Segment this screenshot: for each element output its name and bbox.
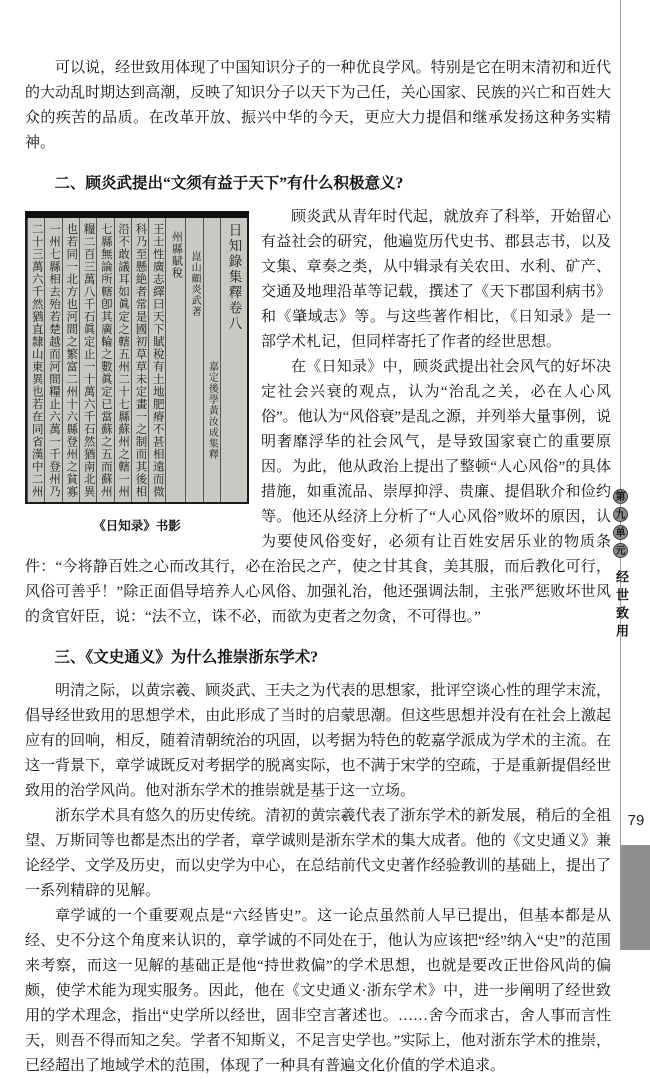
book-column: 也若同一北方也河間之繁富二州十六縣登州之貧寡 — [62, 211, 79, 502]
figure-caption: 《日知录》书影 — [93, 519, 181, 533]
book-column-author: 崑山顧炎武著 — [185, 211, 202, 502]
body-paragraph: 章学诚的一个重要观点是“六经皆史”。这一论点虽然前人早已提出，但基本都是从经、史不分这个角度来认识的，章学诚的不同处在于，他认为应该把“经”纳入“史”的范围来考察，而这一见解的基础正是他“持世救偏”的学术思想，也就是要改正世俗风尚的偏颇，使学术能为现实服务。因此，他在《文史通义·浙东学术》中，进一步阐明了经世致用的学术理念，指出“史学所以经世，固非空言著述也。……舍今而求古，舍人事而言性天，则吾不得而知之矣。学者不知斯义，不足言史学也。”实际上，他对浙东学术的推崇，已经超出了地域学术的范围，体现了一种具有普遍文化价值的学术追求。 — [25, 908, 611, 1074]
book-column: 七縣無論所轄卽其廣輪之數眞定已當蘇之五而蘇州 — [96, 211, 113, 502]
sidebar-rule — [620, 0, 621, 950]
book-column: 二十三萬六千然猶直隸山東異也若在同省漢中二州 — [27, 211, 44, 502]
rizhilu-figure — [25, 211, 249, 539]
book-column: 一州七縣相去殆若楚越而河間糧止六萬一千登州乃 — [44, 211, 61, 502]
book-column: 沿不敢議耳如眞定之轄五州二十七縣蘇州之轄一州 — [114, 211, 131, 502]
body-paragraph: 顾炎武从青年时代起，就放弃了科举，开始留心有益社会的研究，他遍览历代史书、郡县志书，以及文集、章奏之类，从中辑录有关农田、水利、矿产、交通及地理沿革等记载，撰述了《天下郡国利病书》和《肇域志》等。与这些著作相比，《日知录》是一部学术札记，但同样寄托了作者的经世思想。 — [261, 209, 611, 350]
body-paragraph: 浙东学术具有悠久的历史传统。清初的黄宗羲代表了浙东学术的新发展，稍后的全祖望、万斯同等也都是杰出的学者，章学诚则是浙东学术的集大成者。他的《文史通义》兼论经学、文学及历史，而以史学为中心，在总结前代文史著作经验教训的基础上，提出了一系列精辟的见解。 — [25, 808, 611, 899]
book-column: 糧二百三萬八千石眞定止一十萬六千石然猶南北異 — [79, 211, 96, 502]
rizhilu-book-image — [25, 211, 249, 504]
book-column-editor: 嘉定後學黃汝成集釋 — [203, 211, 220, 502]
unit-badge — [610, 489, 631, 558]
page-edge-block — [621, 845, 650, 950]
book-column-title: 日知錄集釋卷八 — [220, 211, 247, 502]
unit-badge-char: 元 — [613, 543, 628, 558]
unit-title: 经世致用 — [614, 570, 629, 642]
unit-badge-char: 九 — [613, 507, 628, 522]
body-paragraph: 在《日知录》中，顾炎武提出社会风气的好坏决定社会兴衰的观点，认为“治乱之关，必在人心风俗”。他认为“风俗衰”是乱之源，并列举大量事例，说明奢靡浮华的社会风气，是导致国家衰亡的重要原因。为此，他从政治上提出了整顿“人心风俗”的具体措施，如重流品、崇厚抑浮、贵廉、提倡耿介和俭约等。他还从经济上分析了“人心风俗”败坏的原因，认为要使风俗变好，必须有让百姓安居乐业的物质条件：“今将静百姓之心而改其行，必在治民之产，使之甘其食，美其服，而后教化可行，风俗可善乎！”除正面倡导培养人心风俗、加强礼治，他还强调法制，主张严惩败坏世风的贪官奸臣，说：“法不立，诛不必，而欲为吏者之勿贪，不可得也。” — [25, 359, 611, 625]
book-column-section: 州縣賦稅 — [165, 211, 185, 502]
section3-heading: 三、《文史通义》为什么推崇浙东学术? — [54, 649, 318, 666]
page-content — [25, 56, 611, 1079]
book-column: 科乃至懸絶者常是國初草草未定畫一之制而其後相 — [131, 211, 148, 502]
book-column: 王士性廣志繹曰天下賦稅有土地肥瘠不甚相遠而微 — [148, 211, 165, 502]
body-paragraph: 明清之际，以黄宗羲、顾炎武、王夫之为代表的思想家，批评空谈心性的理学末流，倡导经世致用的思想学术，由此形成了当时的启蒙思潮。但这些思想并没有在社会上激起应有的回响，相反，随着清朝统治的巩固，以考据为特色的乾嘉学派成为学术的主流。在这一背景下，章学诚既反对考据学的脱离实际，也不满于宋学的空疏，于是重新提倡经世致用的治学风尚。他对浙东学术的推崇就是基于这一立场。 — [25, 683, 611, 799]
unit-badge-char: 第 — [613, 489, 628, 504]
intro-paragraph: 可以说，经世致用体现了中国知识分子的一种优良学风。特别是它在明末清初和近代的大动乱时期达到高潮，反映了知识分子以天下为己任，关心国家、民族的兴亡和百姓大众的疾苦的品质。在改革开放、振兴中华的今天，更应大力提倡和继承发扬这种务实精神。 — [25, 60, 611, 151]
page-number: 79 — [627, 812, 645, 829]
section2-heading: 二、顾炎武提出“文须有益于天下”有什么积极意义? — [54, 175, 404, 192]
unit-badge-char: 单 — [613, 525, 628, 540]
